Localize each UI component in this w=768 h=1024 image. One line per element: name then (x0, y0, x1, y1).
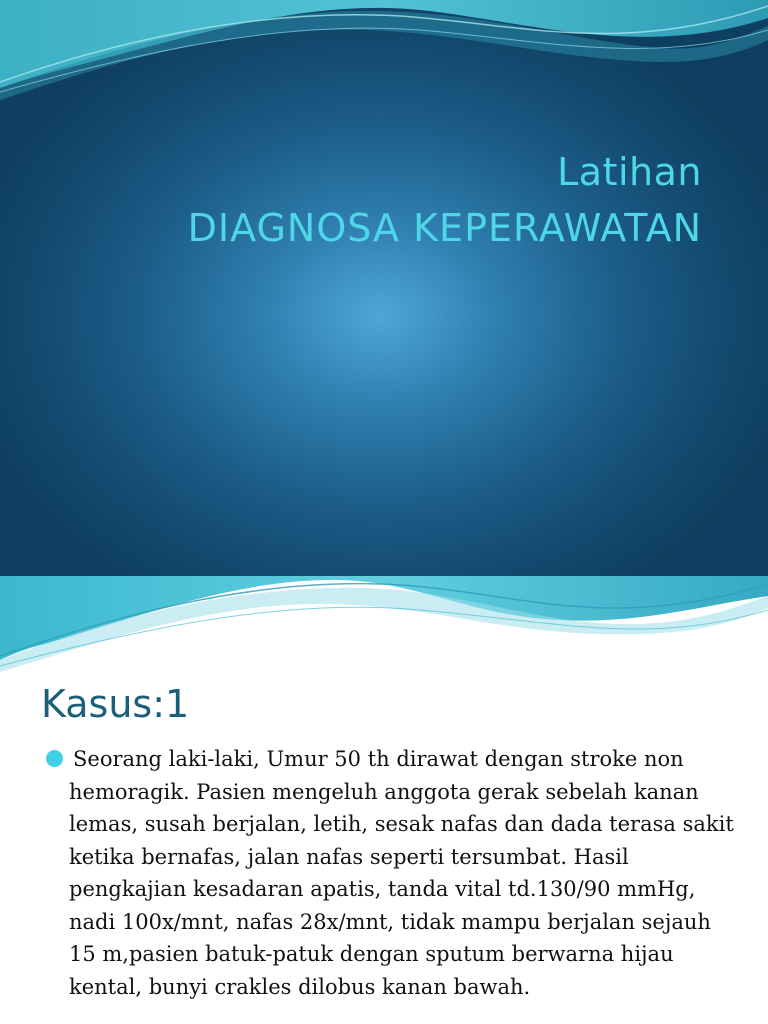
title-block (188, 144, 702, 256)
title-line-1: Latihan (557, 150, 702, 194)
bullet-list (46, 743, 736, 1003)
title-line-2: DIAGNOSA KEPERAWATAN (187, 206, 702, 250)
case-description: Seorang laki-laki, Umur 50 th dirawat dengan stroke non hemoragik. Pasien mengeluh anggota gerak sebelah kanan lemas, susah berjalan, letih, sesak nafas dan dada terasa sakit ketika bernafas, jalan nafas seperti tersumbat. Hasil pengkajian kesadaran apatis, tanda vital td.130/90 mmHg, nadi 100x/mnt, nafas 28x/mnt, tidak mampu berjalan sejauh 15 m,pasien batuk-patuk dengan sputum berwarna hijau kental, bunyi crakles dilobus kanan bawah. (69, 747, 734, 999)
content-slide-wave-decoration (0, 576, 768, 686)
bullet-dot-icon (46, 750, 63, 767)
case-heading: Kasus:1 (41, 682, 190, 726)
content-slide (0, 576, 768, 1024)
